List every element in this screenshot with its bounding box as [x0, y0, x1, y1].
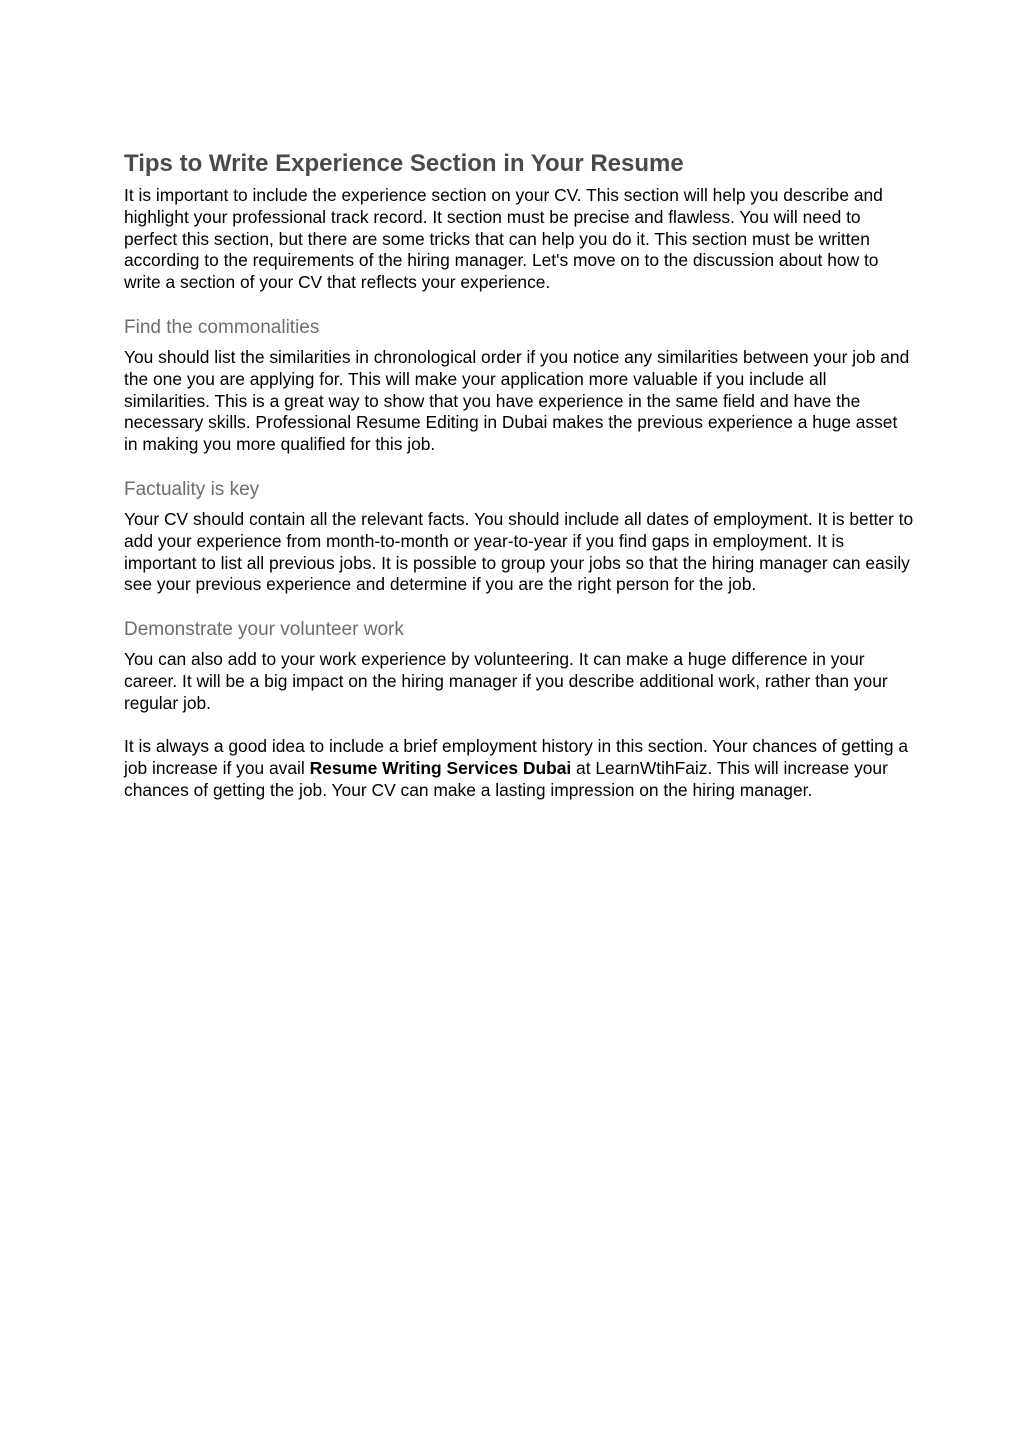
closing-paragraph: [124, 736, 914, 801]
section-heading-volunteer: Demonstrate your volunteer work: [124, 619, 404, 641]
section-body-factuality: Your CV should contain all the relevant facts. You should include all dates of employment. It is better to add your experience from month-to-month or year-to-year if you find gaps in employment. It is important to list all previous jobs. It is possible to group your jobs so that the hiring manager can easily see your previous experience and determine if you are the right person for the job.: [124, 508, 914, 595]
page-title: Tips to Write Experience Section in Your Resume: [124, 150, 684, 177]
section-body-commonalities: You should list the similarities in chronological order if you notice any similarities between your job and the one you are applying for. This will make your application more valuable if you include all similarities. This is a great way to show that you have experience in the same field and have the necessary skills. Professional Resume Editing in Dubai makes the previous experience a huge asset in making you more qualified for this job.: [124, 346, 910, 455]
intro-paragraph: It is important to include the experience section on your CV. This section will help you describe and highlight your professional track record. It section must be precise and flawless. You will need to perfect this section, but there are some tricks that can help you do it. This section must be written according to the requirements of the hiring manager. Let's move on to the discussion about how to write a section of your CV that reflects your experience.: [124, 185, 883, 293]
section-body-volunteer: You can also add to your work experience by volunteering. It can make a huge difference in your career. It will be a big impact on the hiring manager if you describe additional work, rather than your regular job.: [124, 649, 888, 713]
closing-text-after: at LearnWtihFaiz. This will increase your chances of getting the job. Your CV can make a lasting impression on the hiring manager.: [124, 758, 888, 800]
section-heading-factuality: Factuality is key: [124, 478, 260, 500]
resume-services-highlight: Resume Writing Services Dubai: [309, 758, 572, 779]
section-heading-commonalities: Find the commonalities: [124, 316, 320, 338]
closing-text-before: It is always a good idea to include a brief employment history in this section. Your chances of getting a job increase if you avail: [124, 736, 908, 779]
document-page: [124, 148, 914, 802]
